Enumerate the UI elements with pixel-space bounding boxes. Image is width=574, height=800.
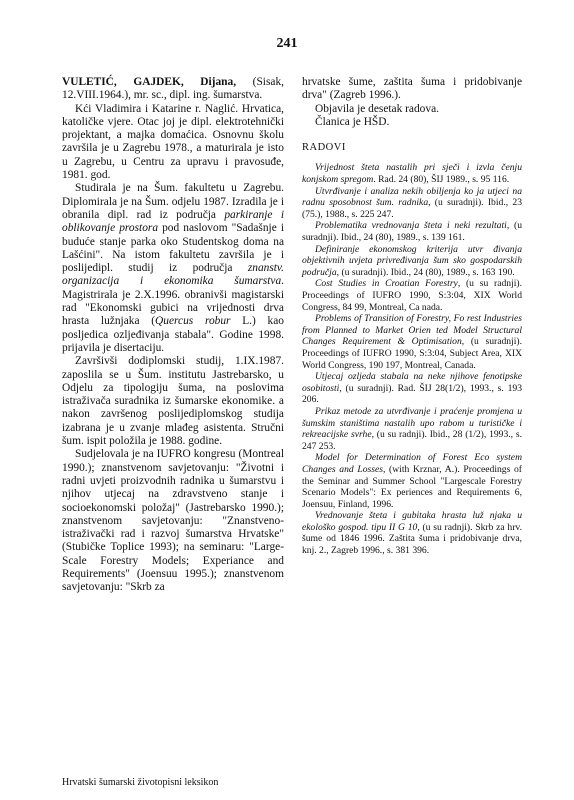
text-span: Studirala je na Šum. fakultetu u Zagrebu. Diplomirala je na Šum. odjelu 1987. Izradila je i obranila dipl. rad iz područja [62, 182, 284, 221]
right-column [302, 76, 522, 557]
bibliography-title: Vrednovanje šteta i gubitaka hrasta luž njaka u ekološko gospod. tipu II G 10 [302, 510, 522, 533]
bibliography-title: Problems of Transition of Forestry, Fo rest Industries from Planned to Market Orien ted Model Structural Changes Requirement & Optimisation [302, 313, 522, 348]
bibliography-list [302, 162, 522, 556]
bibliography-title: Prikaz metode za utvrđivanje i praćenje promjena u šumskim staništima nastalih upo rabom u turističke i rekreacijske svrhe [302, 405, 522, 441]
bibliography-reference: , (u suradnji). Proceedings of IUFRO 1990, S:3:04, Subject Area, XIX World Congress, 190 197, Montreal, Canada. [302, 336, 522, 371]
bibliography-entry [302, 510, 522, 556]
paragraph-family: Kći Vladimira i Katarine r. Naglić. Hrvatica, katoličke vjere. Otac joj je dipl. elektrotehnički projektant, a majka domaćica. Osnovnu školu završila je u Zagrebu 1978., a maturirala je isto u Zagrebu, u Centru za upravu i pravosuđe, 1981. god. [62, 102, 284, 182]
paragraph-conferences: Sudjelovala je na IUFRO kongresu (Montreal 1990.); znanstvenom savjetovanju: "Životni i radni uvjeti proizvodnih radnika u šumarstvu i njihov utjecaj na zdravstveno stanje i socioekonomski položaj" (Jastrebarsko 1990.); znanstvenom savjetovanju: "Znanstveno-istraživački rad i razvoj šumarstva Hrvatske" (Stubičke Toplice 1993); na seminaru: "Large-Scale Forestry Models; Experiance and Requirements" (Joensuu 1995.); znanstvenom savjetovanju: "Skrb za [62, 448, 284, 594]
page-number: 241 [276, 36, 298, 51]
left-column [62, 76, 284, 595]
bibliography-reference: , (u su radnji). Skrb za hrv. šume od 1846 1996. Zaštita šuma i pridobivanje drva, knj. 2., Zagreb 1996., s. 381 396. [302, 521, 522, 557]
entry-name: VULETIĆ, GAJDEK, Dijana, [62, 76, 237, 88]
bibliography-reference: . Rad. 24 (80), ŠIJ 1989., s. 95 116. [373, 174, 510, 186]
intro-continuation: hrvatske šume, zaštita šuma i pridobivanje drva" (Zagreb 1996.). [302, 76, 522, 102]
bibliography-title: Cost Studies in Croatian Forestry [315, 278, 458, 290]
italic-span: znanstv. organizacija i ekonomika šumarstva [62, 262, 284, 288]
bibliography-entry [302, 371, 522, 406]
text-span: pod naslovom "Sadašnje i buduće stanje parka oko Studentskog doma na Lašćini". Na istom fakultetu završila je i poslijedipl. studij iz područja [62, 222, 284, 275]
footer: Hrvatski šumarski životopisni leksikon [62, 777, 219, 788]
bibliography-title: Vrijednost šteta nastalih pri sječi i izvla čenju konjskom spregom [302, 162, 522, 186]
bibliography-reference: , (u suradnji). Ibid., 24 (80), 1989., s. 163 190. [336, 266, 515, 278]
right-intro [302, 76, 522, 129]
bibliography-title: Definiranje ekonomskog kriterija utvr đivanja objektivnih uvjeta privređivanja šum sko gospodarskih područja [302, 243, 522, 278]
paragraph-employment: Završivši dodiplomski studij, 1.IX.1987. zaposlila se u Šum. institutu Jastrebarsko, u Odjelu za tipologiju šuma, na poslovima istraživača suradnika iz šumarske ekonomike. a nakon završenog poslijediplomskog studija izabrana je u zvanje mlađeg asistenta. Stručni šum. ispit položila je 1988. godine. [62, 355, 284, 448]
bibliography-title: Utjecaj ozljeda stabala na neke njihove fenotipske osobitosti [302, 371, 522, 394]
bibliography-entry [302, 186, 522, 221]
bibliography-entry [302, 278, 522, 313]
bibliography-reference: , (with Krznar, A.). Proceedings of the Seminar and Summer School "Largescale Forestry Scenario Models": Ex periences and Requirements 6, Joensuu, Finland, 1996. [302, 463, 522, 510]
bibliography-entry [302, 313, 522, 371]
bibliography-reference: , (u suradnji). Ibid., 24 (80), 1989., s. 139 161. [302, 220, 522, 244]
bibliography-entry [302, 452, 522, 510]
bibliography-title: Utvrđivanje i analiza nekih obiljenja ko ja utjeci na radnu sposobnost šum. radnika [302, 185, 522, 209]
bibliography-entry [302, 406, 522, 452]
entry-header-rest: (Sisak, 12.VIII.1964.), mr. sc., dipl. ing. šumarstva. [62, 76, 284, 102]
bibliography-entry [302, 220, 522, 243]
bibliography-title: Problematika vrednovanja šteta i neki rezultati [315, 220, 507, 232]
bibliography-entry [302, 244, 522, 279]
paragraph-studies [62, 182, 284, 355]
bibliography-title: Model for Determination of Forest Eco system Changes and Losses [302, 452, 522, 475]
publications-count: Objavila je desetak radova. [315, 102, 439, 115]
bibliography-reference: , (u su radnji). Ibid., 28 (1/2), 1993., s. 247 253. [302, 429, 523, 452]
bibliography-entry [302, 162, 522, 185]
text-span: L.) kao posljedica ozljeđivanja stabala". Godine 1998. prijavila je disertaciju. [62, 315, 284, 354]
bibliography-reference: , (u suradnji). Rad. ŠIJ 28(1/2), 1993., s. 193 206. [302, 382, 522, 406]
radovi-heading: RADOVI [302, 142, 346, 154]
bibliography-reference: , (u suradnji). Ibid., 23 (75.), 1988., s. 225 247. [302, 197, 522, 220]
entry-header [62, 76, 284, 103]
bibliography-reference: , (u su radnji). Proceedings of IUFRO 1990, S:3:04, XIX World Congress, 84 99, Montreal, Ca nada. [302, 278, 522, 313]
membership: Članica je HŠD. [315, 115, 390, 128]
italic-span: parkiranje i oblikovanje prostora [62, 208, 284, 235]
italic-span: Quercus robur [155, 315, 231, 328]
text-span: . Magistrirala je 2.X.1996. obranivši magistarski rad "Ekonomski gubici na vrijednosti drva hrasta lužnjaka ( [62, 275, 284, 328]
